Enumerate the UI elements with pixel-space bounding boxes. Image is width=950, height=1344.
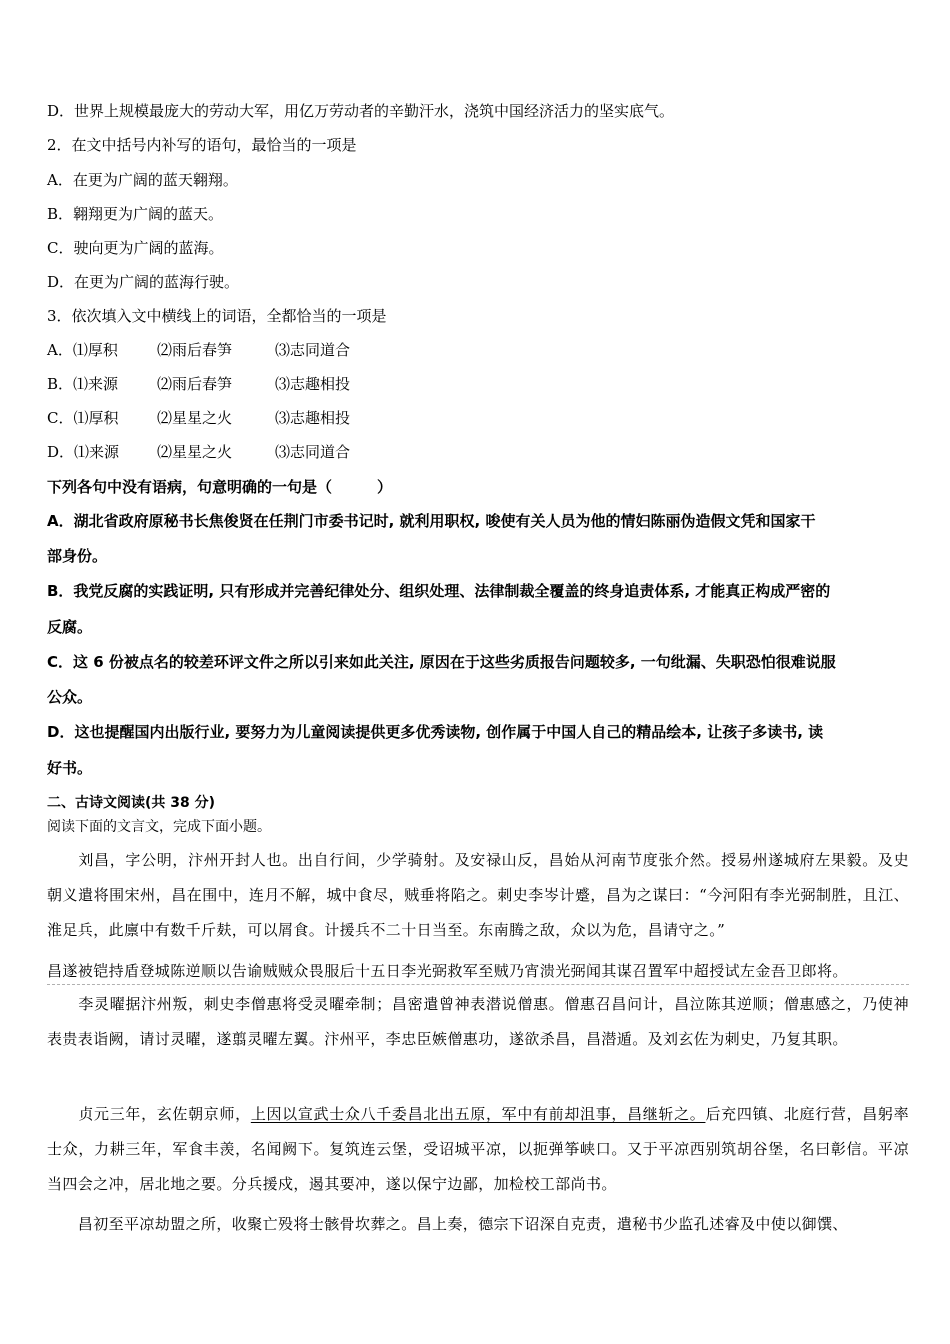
- q3-option-a-2: ⑵雨后春笋: [157, 341, 233, 359]
- passage-paragraph-2: 李灵曜据汴州叛，刺史李僧惠将受灵曜牵制；昌密遣曾神表潜说僧惠。僧惠召昌问计，昌泣陈其逆顺；僧惠感之，乃使神表贵表诣阙，请讨灵曜，遂翦灵曜左翼。汴州平，李忠臣嫉僧惠功，遂欲杀昌，昌潜遁。及刘玄佐为刺史，乃复其职。: [47, 995, 909, 1048]
- q4-option-b-line2: 反腐。: [47, 618, 93, 636]
- q4-option-a-line2: 部身份。: [47, 547, 108, 565]
- q3-option-a-1: A．⑴厚积: [47, 341, 118, 359]
- q1-option-d: D．世界上规模最庞大的劳动大军，用亿万劳动者的辛勤汗水，浇筑中国经济活力的坚实底气。: [47, 102, 675, 120]
- passage-paragraph-3-rest: 后充四镇、北庭行营，昌躬率士众，力耕三年，军食丰羡，名闻阙下。复筑连云堡，受诏城平凉，以扼弹筝峡口。又于平凉西别筑胡谷堡，名曰彰信。平凉当四会之冲，居北地之要。分兵援戍，遏其要冲，遂以保宁边鄙，加检校工部尚书。: [47, 1105, 910, 1193]
- q2-stem: 2．在文中括号内补写的语句，最恰当的一项是: [47, 136, 357, 154]
- q2-option-b: B．翱翔更为广阔的蓝天。: [47, 205, 224, 223]
- q3-option-c-3: ⑶志趣相投: [275, 409, 351, 427]
- section-heading: 二、古诗文阅读(共 38 分): [47, 795, 216, 811]
- passage-paragraph-1: 刘昌，字公明，汴州开封人也。出自行间，少学骑射。及安禄山反，昌始从河南节度张介然。授易州遂城府左果毅。及史朝义遣将围宋州，昌在围中，连月不解，城中食尽，贼垂将陷之。刺史李岑计蹙，昌为之谋曰：“今河阳有李光弼制胜，且江、淮足兵，此廪中有数千斤麸，可以屑食。计援兵不二十日当至。东南腾之敌，众以为危，昌请守之。”: [47, 851, 909, 939]
- section-instruction: 阅读下面的文言文，完成下面小题。: [47, 819, 271, 835]
- q4-option-c-line2: 公众。: [47, 688, 93, 706]
- q3-option-b-1: B．⑴来源: [47, 375, 119, 393]
- q2-option-c: C．驶向更为广阔的蓝海。: [47, 239, 224, 257]
- q3-option-c-2: ⑵星星之火: [157, 409, 233, 427]
- q3-stem: 3．依次填入文中横线上的词语，全都恰当的一项是: [47, 307, 387, 325]
- passage-paragraph-3-start: 贞元三年，玄佐朝京师，: [47, 1105, 251, 1123]
- passage-clipped-line: 昌遂被铠持盾登城陈逆顺以告谕贼贼众畏服后十五日李光弼救军至贼乃宵溃光弼闻其谋召置军中超授试左金吾卫郎将。: [47, 958, 909, 985]
- q4-option-d-line1: D．这也提醒国内出版行业, 要努力为儿童阅读提供更多优秀读物, 创作属于中国人自己的精品绘本, 让孩子多读书, 读: [47, 723, 824, 741]
- passage-paragraph-3: [47, 1097, 909, 1202]
- q3-option-d-1: D．⑴来源: [47, 443, 120, 461]
- q4-option-d-line2: 好书。: [47, 759, 93, 777]
- q4-option-b-line1: B．我党反腐的实践证明, 只有形成并完善纪律处分、组织处理、法律制裁全覆盖的终身追责体系, 才能真正构成严密的: [47, 582, 831, 600]
- q3-option-d-3: ⑶志同道合: [275, 443, 351, 461]
- q3-option-c-1: C．⑴厚积: [47, 409, 119, 427]
- q3-option-c: [47, 408, 350, 428]
- q3-option-a: [47, 340, 350, 360]
- q4-option-a-line1: A．湖北省政府原秘书长焦俊贤在任荆门市委书记时, 就利用职权, 唆使有关人员为他的情妇陈丽伪造假文凭和国家干: [47, 512, 816, 530]
- q3-option-b-2: ⑵雨后春笋: [157, 375, 233, 393]
- passage-paragraph-4: 昌初至平凉劫盟之所，收聚亡殁将士骸骨坎葬之。昌上奏，德宗下诏深自克责，遣秘书少监孔述睿及中使以御馔、: [47, 1215, 848, 1233]
- q3-option-a-3: ⑶志同道合: [275, 341, 351, 359]
- q4-stem: 下列各句中没有语病，句意明确的一句是（ ）: [47, 478, 393, 496]
- q3-option-d-2: ⑵星星之火: [157, 443, 233, 461]
- passage-underlined-sentence: 上因以宣武士众八千委昌北出五原，军中有前却沮事，昌继斩之。: [250, 1105, 706, 1123]
- q3-option-b-3: ⑶志趣相投: [275, 375, 351, 393]
- q2-option-d: D．在更为广阔的蓝海行驶。: [47, 273, 240, 291]
- q3-option-d: [47, 442, 350, 462]
- q4-option-c-line1: C．这 6 份被点名的较差环评文件之所以引来如此关注, 原因在于这些劣质报告问题较多, 一句纰漏、失职恐怕很难说服: [47, 653, 836, 671]
- q2-option-a: A．在更为广阔的蓝天翱翔。: [47, 171, 238, 189]
- q3-option-b: [47, 374, 350, 394]
